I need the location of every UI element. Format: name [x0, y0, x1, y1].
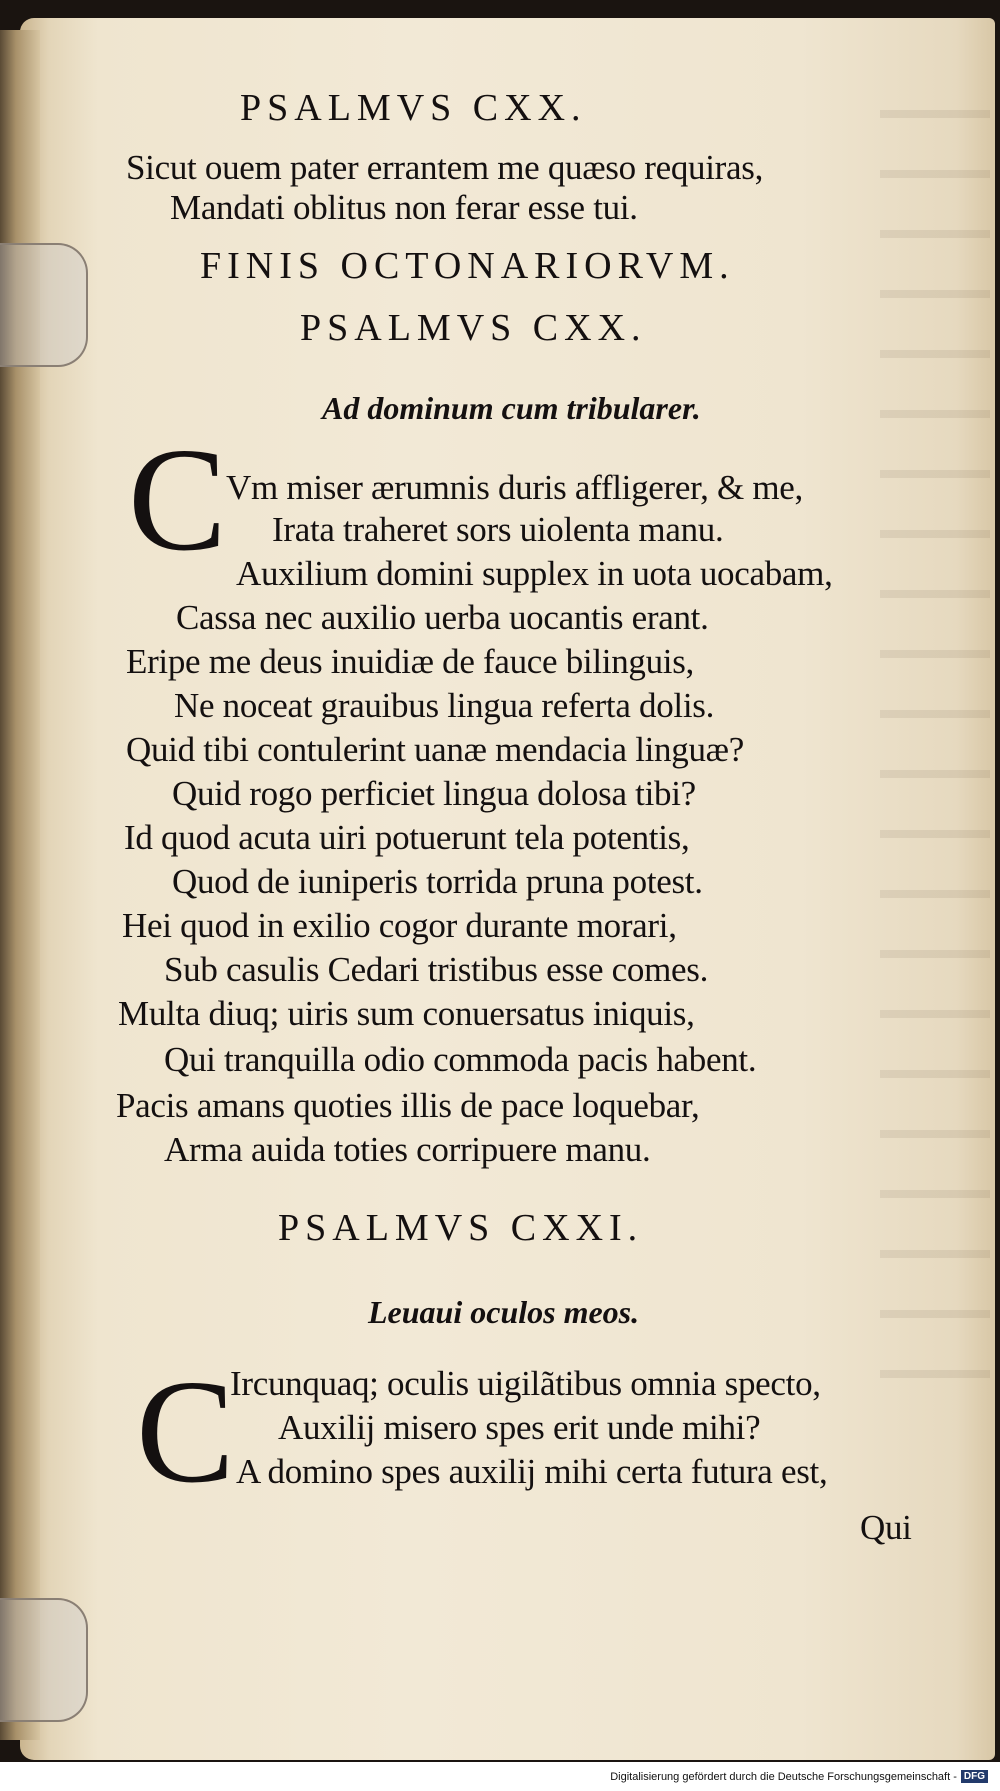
- verse-line: Mandati oblitus non ferar esse tui.: [170, 188, 638, 227]
- verse-line: Irata traheret sors uiolenta manu.: [272, 510, 724, 549]
- drop-cap: C: [136, 1350, 235, 1514]
- verse-line: Quid rogo perficiet lingua dolosa tibi?: [172, 774, 696, 813]
- verse-line: Quod de iuniperis torrida pruna potest.: [172, 862, 703, 901]
- verse-line: Arma auida toties corripuere manu.: [164, 1130, 651, 1169]
- verse-line: Sicut ouem pater errantem me quæso requiras,: [126, 148, 764, 187]
- verse-line: Sub casulis Cedari tristibus esse comes.: [164, 950, 709, 989]
- verse-line: Pacis amans quoties illis de pace loquebar,: [116, 1086, 700, 1125]
- finis-heading: FINIS OCTONARIORVM.: [200, 245, 735, 287]
- verse-line: Cassa nec auxilio uerba uocantis erant.: [176, 598, 709, 637]
- verse-line: Multa diuq; uiris sum conuersatus iniquis,: [118, 994, 695, 1033]
- page-clip-top: [0, 243, 88, 367]
- psalm-heading: PSALMVS CXXI.: [278, 1207, 644, 1249]
- verse-line: Auxilium domini supplex in uota uocabam,: [236, 554, 833, 593]
- drop-cap: C: [128, 418, 227, 582]
- psalm-heading: PSALMVS CXX.: [300, 307, 647, 349]
- verse-line: Vm miser ærumnis duris affligerer, & me,: [226, 468, 803, 507]
- catchword: Qui: [860, 1508, 912, 1547]
- running-head: PSALMVS CXX.: [240, 87, 587, 129]
- verse-line: Ne noceat grauibus lingua referta dolis.: [174, 686, 715, 725]
- verse-line: Auxilij misero spes erit unde mihi?: [278, 1408, 761, 1447]
- verse-line: Ircunquaq; oculis uigilãtibus omnia specto,: [230, 1364, 821, 1403]
- dfg-logo: DFG: [961, 1770, 988, 1783]
- verse-line: A domino spes auxilij mihi certa futura est,: [236, 1452, 828, 1491]
- verse-line: Hei quod in exilio cogor durante morari,: [122, 906, 677, 945]
- psalm-incipit: Ad dominum cum tribularer.: [322, 390, 701, 426]
- verse-line: Id quod acuta uiri potuerunt tela potentis,: [124, 818, 690, 857]
- credit-text: Digitalisierung gefördert durch die Deutsche Forschungsgemeinschaft -: [610, 1770, 957, 1783]
- digitization-credit: [610, 1770, 988, 1783]
- verse-line: Quid tibi contulerint uanæ mendacia linguæ?: [126, 730, 744, 769]
- page-clip-bottom: [0, 1598, 88, 1722]
- psalm-incipit: Leuaui oculos meos.: [368, 1294, 640, 1330]
- verse-line: Qui tranquilla odio commoda pacis habent.: [164, 1040, 757, 1079]
- verse-line: Eripe me deus inuidiæ de fauce bilinguis,: [126, 642, 694, 681]
